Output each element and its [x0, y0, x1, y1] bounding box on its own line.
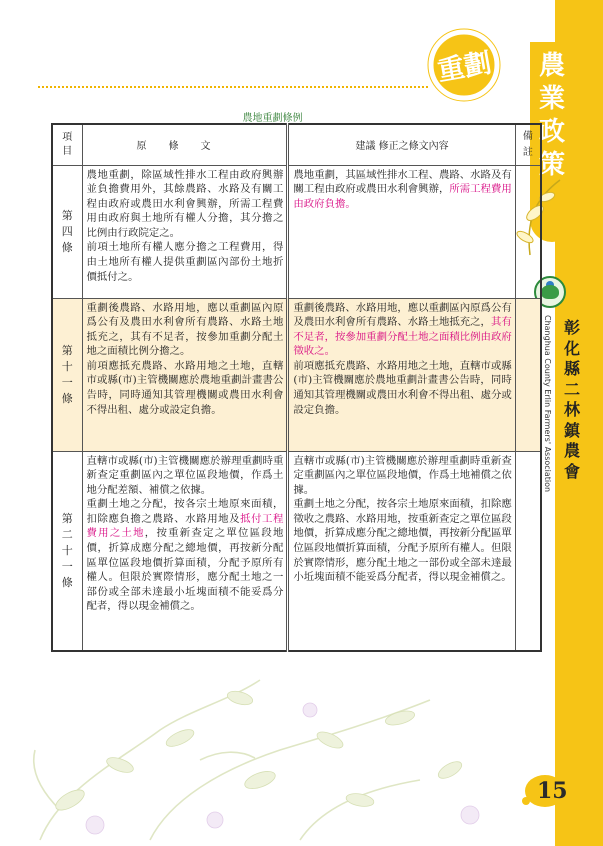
association-name-zh [562, 318, 582, 482]
suggest-text-cell [288, 165, 515, 298]
suggest-highlight: 所需工程費用由政府負擔。 [293, 183, 512, 210]
original-text: ，按重新查定之單位區段地價，折算成應分配之總地價，再按新分配區單位區段地價折算面積，分配予原所有權人。但限於實際情形，應分配土地之一部份或全部未達最小坵塊面積不能妥爲分配者，得以現金補償之。 [86, 527, 284, 613]
note-cell [515, 298, 541, 451]
section-badge [425, 25, 503, 103]
table-row [52, 165, 541, 298]
suggest-text: 重劃後農路、水路用地，應以重劃區內原爲公有及農田水利會所有農路、水路土地抵充之， [293, 301, 512, 329]
table-header-row [52, 124, 541, 165]
header-original [82, 124, 288, 165]
table-row [52, 451, 541, 651]
original-paragraph: 重劃後農路、水路用地，應以重劃區內原爲公有及農田水利會所有農路、水路土地抵充之，其有不足者，按參加重劃分配土地之面積比例分擔之。 [86, 301, 284, 358]
header-divider [38, 86, 428, 88]
row-label [52, 451, 82, 651]
header-item-char: 目 [62, 145, 73, 157]
header-note [515, 124, 541, 165]
row-label-char: 二 [61, 527, 73, 541]
table-caption: 農地重劃條例 [242, 113, 303, 124]
original-text: 重劃土地之分配，按各宗土地原來面積，扣除應負擔之農路、水路用地及 [86, 498, 284, 525]
row-label-char: 十 [61, 359, 73, 373]
suggest-text-cell [288, 298, 515, 451]
law-comparison-table [51, 123, 542, 652]
note-cell [515, 451, 541, 651]
floral-decoration [0, 640, 520, 846]
association-char: 彰 [563, 318, 580, 337]
original-text-cell [82, 165, 288, 298]
row-label-char: 第 [61, 343, 73, 357]
side-title-char: 農 [538, 51, 565, 81]
association-char: 農 [563, 441, 580, 460]
row-label [52, 165, 82, 298]
suggest-text: 直轄市或縣(市)主管機關應於辦理重劃時重新查定重劃區內之單位區段地價，作爲土地補償之依據。 [293, 454, 512, 496]
badge-text: 重劃 [435, 47, 494, 88]
logo-leaf [541, 285, 559, 299]
original-paragraph: 農地重劃，除區域性排水工程由政府興辦並負擔費用外，其餘農路、水路及有關工程由政府或農田水利會興辦，所需工程費用由政府與土地所有權人分擔，其分擔之比例由行政院定之。 [86, 168, 284, 239]
suggest-text: 農地重劃，其區域性排水工程、農路、水路及有關工程由政府或農田水利會興辦， [293, 168, 512, 196]
original-paragraph: 直轄市或縣(市)主管機關應於辦理重劃時重新查定重劃區內之單位區段地價，作爲土地分配差額、補償之依據。 [86, 454, 284, 496]
row-label-char: 十 [61, 543, 73, 557]
table-row [52, 298, 541, 451]
header-item-char: 項 [62, 131, 73, 143]
original-paragraph: 前項應抵充農路、水路用地之土地，直轄市或縣(市)主管機關應於農地重劃計畫書公告時，同時通知其管理機關或農田水利會不得出租、處分或設定負擔。 [86, 359, 284, 416]
association-char: 會 [563, 461, 580, 481]
suggest-text: 前項應抵充農路、水路用地之土地，直轄市或縣(市)主管機關應於農地重劃計畫書公告時，同時通知其管理機關或農田水利會不得出租、處分或設定負擔。 [293, 359, 512, 416]
header-note-char: 註 [522, 146, 533, 158]
row-label-char: 第 [61, 511, 73, 525]
header-suggest: 建議 修正之條文內容 [288, 124, 515, 165]
row-label-char: 條 [61, 391, 73, 405]
note-cell [515, 165, 541, 298]
association-char: 二 [563, 379, 580, 399]
header-original-text: 原條文 [136, 141, 233, 153]
row-label-char: 第 [61, 208, 73, 222]
page-number: 15 [537, 778, 568, 804]
suggest-text-cell [288, 451, 515, 651]
side-title-char: 政 [538, 117, 565, 147]
association-char: 鎮 [563, 420, 580, 440]
association-char: 化 [563, 338, 580, 358]
original-text-cell [82, 298, 288, 451]
header-item [52, 124, 82, 165]
suggest-text: 重劃土地之分配，按各宗土地原來面積，扣除應徵收之農路、水路用地，按重新查定之單位區段地價，折算成應分配之總地價，再按新分配區單位區段地價折算面積，分配予原所有權人。但限於實際情形，應分配土地之一部份或全部未達最小坵塊面積不能妥爲分配者，得以現金補償之。 [293, 498, 512, 584]
association-char: 縣 [563, 359, 580, 378]
side-title-char: 策 [538, 150, 565, 180]
original-text-cell [82, 451, 288, 651]
row-label [52, 298, 82, 451]
row-label-char: 一 [61, 375, 73, 389]
row-label-char: 四 [61, 224, 73, 238]
row-label-char: 條 [61, 575, 73, 589]
association-name-en: Changhua County Erlin Farmers' Association [543, 315, 552, 493]
row-label-char: 一 [61, 559, 73, 573]
side-title-char: 業 [538, 84, 565, 114]
row-label-char: 條 [61, 240, 73, 254]
original-highlight: 抵付工程費用之土地 [86, 512, 284, 540]
original-paragraph: 前項土地所有權人應分擔之工程費用，得由土地所有權人提供重劃區內部份土地折價抵付之。 [86, 241, 284, 283]
suggest-highlight: 其有不足者，按參加重劃分配土地之面積比例由政府徵收之。 [293, 316, 512, 358]
header-note-char: 備 [522, 130, 533, 142]
association-char: 林 [563, 400, 580, 419]
